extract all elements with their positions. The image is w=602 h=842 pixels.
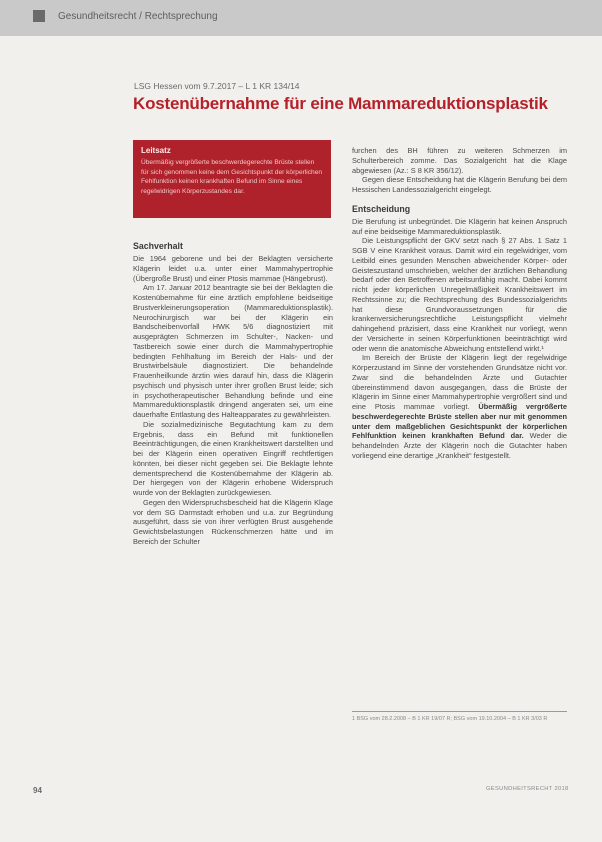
continuation-paragraph: Gegen diese Entscheidung hat die Klägerin Berufung bei dem Hessischen Landessozialgericht eingelegt. [352,175,567,194]
entscheidung-paragraph: Die Berufung ist unbegründet. Die Klägerin hat keinen Anspruch auf eine beidseitige Mammareduktionsplastik. [352,216,567,236]
continuation-paragraph: furchen des BH führen zu weiteren Schmerzen im Schulterbereich zomme. Das Sozialgericht hat die Klage abgewiesen (Az.: S 8 KR 356/12). [352,146,567,175]
entscheidung-paragraph-final [352,353,567,460]
footnote: 1 BSG vom 28.2.2008 – B 1 KR 19/07 R; BSG vom 19.10.2004 – B 1 KR 3/03 R [352,716,548,722]
sachverhalt-paragraph: Gegen den Widerspruchsbescheid hat die Klägerin Klage vor dem SG Darmstadt erhoben und u.a. zur Begründung ausgeführt, dass sie von ihrer verfügten Brust ausgehende Gewichtsbelastungen Rückenschmerzen hätte und im Bereich der Schulter [133,497,333,546]
journal-name: GESUNDHEITSRECHT 2018 [486,786,569,792]
leitsatz-box [133,140,331,218]
leitsatz-heading: Leitsatz [141,146,171,155]
final-paragraph-lead: Im Bereich der Brüste der Klägerin liegt der regelwidrige Körperzustand im Sinne der vorstehenden Grundsätze nicht vor. Zwar sind die behandelnden Ärzte und Gutachter übereinstimmend davon ausgegangen, dass die Brüste der Klägerin im Sinne einer Mammahypertrophie vergrößert sind und eine Ptosis mammae vorliegt. [352,353,567,411]
column-left [133,241,333,547]
sachverhalt-paragraph: Die 1964 geborene und bei der Beklagten versicherte Klägerin leidet u.a. unter einer Mammahypertrophie (Übergroße Brust) und einer Ptosis mammae (Hängebrust). [133,254,333,283]
sachverhalt-paragraph: Die sozialmedizinische Begutachtung kam zu dem Ergebnis, dass ein Befund mit funktionellen Beeinträchtigungen, die einen Krankheitswert darstellten und bei der Klägerin einen operativen Eingriff rechtfertigen könnten, bei dieser nicht gegeben sei. Die Beklagte lehnte dementsprechend die Kostenübernahme der Klägerin ab. Der hiergegen von der Klägerin erhobene Widerspruch wurde von der Beklagten zurückgewiesen. [133,419,333,497]
entscheidung-paragraph: Die Leistungspflicht der GKV setzt nach § 27 Abs. 1 Satz 1 SGB V eine Krankheit voraus. Damit wird ein regelwidriger, vom Leitbild eines gesunden Menschen abweichender Körper- oder Geisteszustand umschrieben, welcher der ärztlichen Behandlung bedarf oder den Betroffenen arbeitsunfähig macht. Dabei kommt nicht jeder körperlichen Unregelmäßigkeit Krankheitswert im Rechtssinne zu; die Rechtsprechung des Bundessozialgerichts hat diese Grundvoraussetzungen für die krankenversicherungsrechtliche Leistungspflicht vielmehr dahingehend präzisiert, dass eine Krankheit nur vorliegt, wenn der Versicherte in seinen Körperfunktionen beeinträchtigt wird oder wenn die anatomische Abweichung entstellend wirkt.¹ [352,236,567,353]
entscheidung-heading: Entscheidung [352,203,411,214]
highlighted-statement: Übermäßig vergrößerte beschwerdegerechte Brüste stellen aber nur mit genommen unter dem maßgeblichen Gesichtspunkt der körperlichen Fehlfunktion keinen krankhaften Befund dar. [352,402,567,441]
leitsatz-text: Übermäßig vergrößerte beschwerdegerechte Brüste stellen für sich genommen keine dem Gesichtspunkt der körperlichen Fehlfunktion keinen krankhaften Befund im Sinne eines regelwidrigen Körperzustandes dar. [141,159,323,195]
page-number: 94 [33,786,42,795]
header-bar [0,0,602,36]
article-title: Kostenübernahme für eine Mammareduktionsplastik [133,94,548,113]
sachverhalt-continuation [352,146,567,195]
section-marker-icon [33,10,45,22]
case-citation: LSG Hessen vom 9.7.2017 – L 1 KR 134/14 [134,81,300,91]
footnote-divider [352,711,567,712]
sachverhalt-heading: Sachverhalt [133,241,183,251]
section-title: Gesundheitsrecht / Rechtsprechung [58,11,218,22]
final-paragraph-tail: Weder die behandelnden Ärzte der Klägerin noch die Gutachter haben vorliegend eine derartige „Krankheit“ festgestellt. [352,431,567,460]
sachverhalt-paragraph: Am 17. Januar 2012 beantragte sie bei der Beklagten die Kostenübernahme für eine ärztlich empfohlene beidseitige Brustverkleinerungsoperation (Mammareduktionsplastik). Neurochirurgisch war bei der Klägerin ein Bandscheibenvorfall HWK 5/6 diagnostiziert mit ausgeprägten Schmerzen im Schulter-, Nacken- und Tastbereich sowie einer durch die Mammahypertrophie bedingten Fehlhaltung im Bereich der Hals- und der Brustwirbelsäule diagnostiziert. Die behandelnde Frauenheilkunde ärztin wies darauf hin, dass die Klägerin psychisch und physisch unter ihrer großen Brust leide; sich in psychotherapeutischer Behandlung befinde und eine Mammareduktionsplastik dringend angeraten sei, um eine dauerhafte Entlastung des Halteapparates zu gewährleisten. [133,283,333,419]
column-right [352,146,567,461]
entscheidung-section [352,204,567,461]
